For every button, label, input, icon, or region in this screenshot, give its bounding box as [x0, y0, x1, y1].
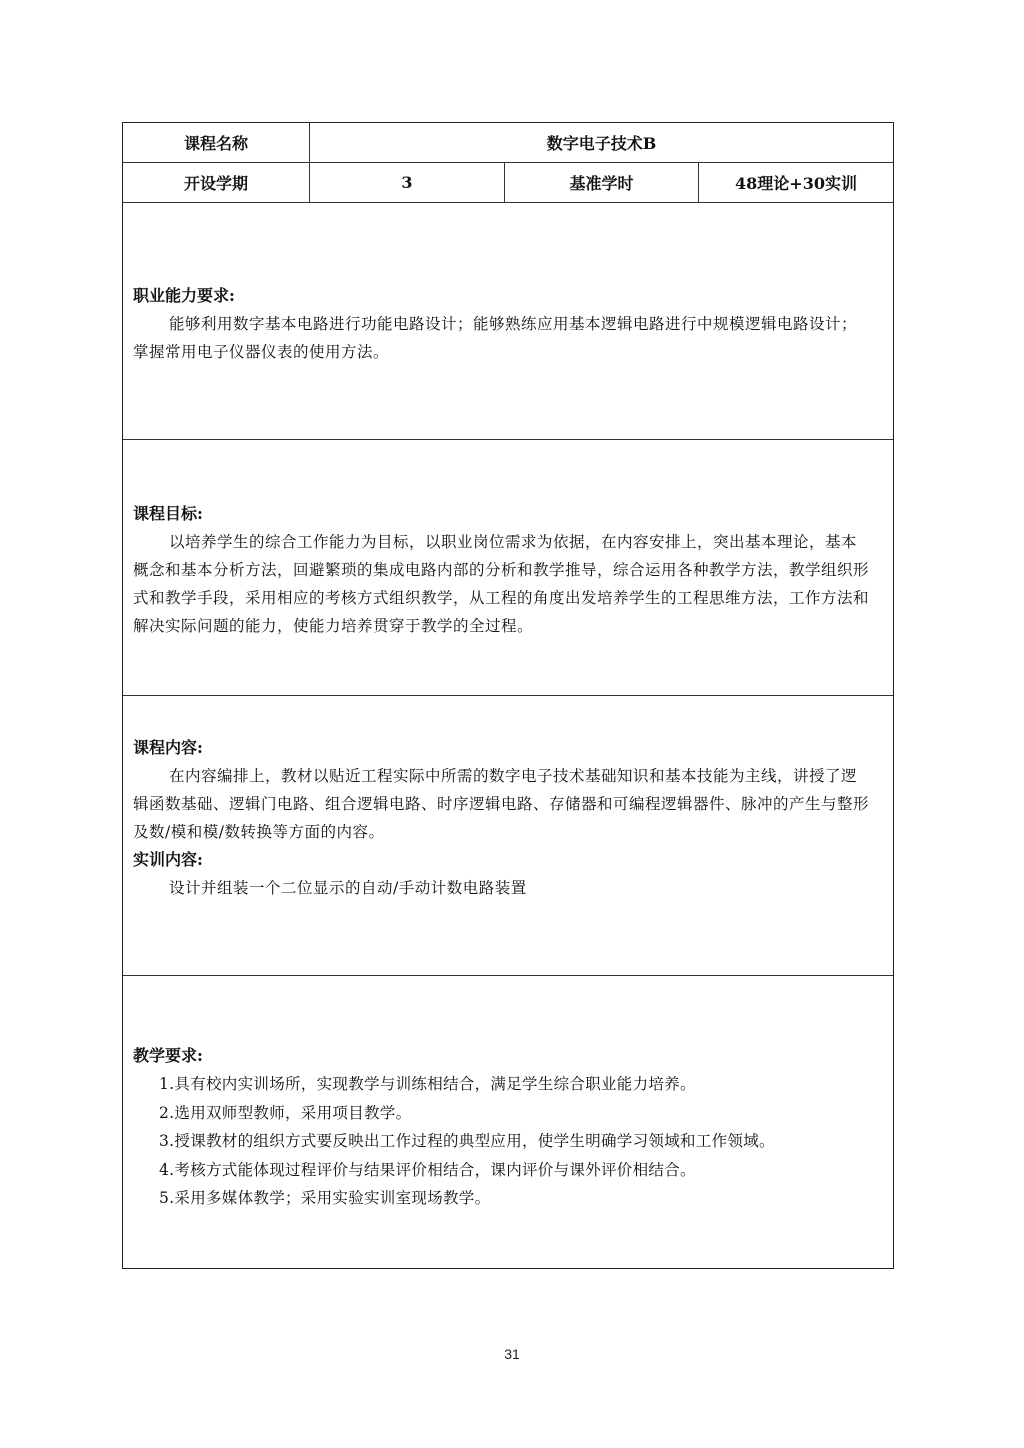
requirement-item: 3.授课教材的组织方式要反映出工作过程的典型应用，使学生明确学习领域和工作领域。 — [159, 1132, 775, 1150]
page-number: 31 — [504, 1346, 520, 1362]
semester-value: 3 — [309, 163, 504, 202]
semester-row — [123, 163, 893, 203]
ability-section — [123, 203, 893, 440]
practice-text: 设计并组装一个二位显示的自动/手动计数电路装置 — [169, 879, 527, 897]
hours-label: 基准学时 — [504, 163, 698, 202]
requirement-item: 4.考核方式能体现过程评价与结果评价相结合，课内评价与课外评价相结合。 — [159, 1160, 696, 1179]
requirement-item: 1.具有校内实训场所，实现教学与训练相结合，满足学生综合职业能力培养。 — [159, 1075, 696, 1093]
course-name-row — [123, 123, 893, 163]
content-section — [123, 696, 893, 976]
content-text: 在内容编排上，教材以贴近工程实际中所需的数字电子技术基础知识和基本技能为主线，讲授了逻辑函数基础、逻辑门电路、组合逻辑电路、时序逻辑电路、存储器和可编程逻辑器件、脉冲的产生与整形及数/模和模/数转换等方面的内容。 — [133, 767, 870, 841]
goal-text: 以培养学生的综合工作能力为目标，以职业岗位需求为依据，在内容安排上，突出基本理论，基本概念和基本分析方法，回避繁琐的集成电路内部的分析和教学推导，综合运用各种教学方法，教学组织形式和教学手段，采用相应的考核方式组织教学，从工程的角度出发培养学生的工程思维方法，工作方法和解决实际问题的能力，使能力培养贯穿于教学的全过程。 — [133, 533, 870, 635]
course-name-label: 课程名称 — [183, 134, 248, 153]
goal-heading: 课程目标: — [133, 504, 203, 523]
requirement-item: 2.选用双师型教师，采用项目教学。 — [159, 1103, 412, 1122]
content-heading: 课程内容: — [133, 738, 203, 757]
course-name-value: 数字电子技术B — [309, 123, 893, 162]
semester-label: 开设学期 — [183, 174, 248, 193]
goal-section — [123, 440, 893, 696]
requirements-heading: 教学要求: — [133, 1046, 203, 1065]
requirements-section — [123, 976, 893, 1268]
practice-heading: 实训内容: — [133, 850, 203, 869]
ability-text: 能够利用数字基本电路进行功能电路设计；能够熟练应用基本逻辑电路进行中规模逻辑电路设计；掌握常用电子仪器仪表的使用方法。 — [133, 315, 858, 361]
hours-value: 48理论+30实训 — [698, 163, 893, 202]
ability-heading: 职业能力要求: — [133, 286, 235, 305]
requirement-item: 5.采用多媒体教学；采用实验实训室现场教学。 — [159, 1189, 491, 1207]
course-table — [122, 122, 894, 1269]
